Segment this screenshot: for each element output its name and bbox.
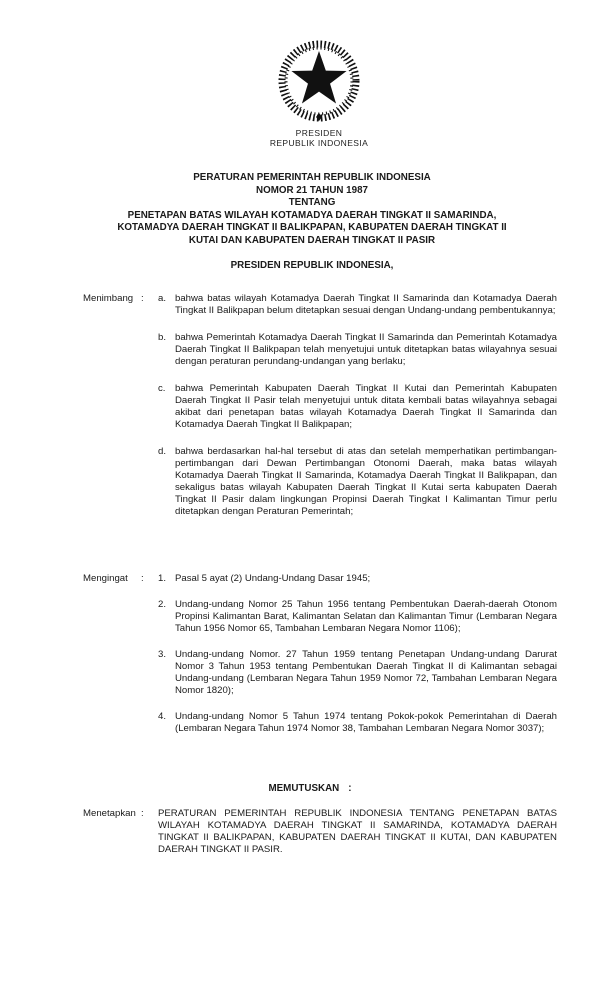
title-line-6: KUTAI DAN KABUPATEN DAERAH TINGKAT II PASIR: [188, 234, 436, 246]
letterhead-presiden: PRESIDEN: [295, 128, 343, 138]
list-item: [158, 293, 557, 317]
title-line-3: TENTANG: [288, 197, 336, 208]
title-line-4: PENETAPAN BATAS WILAYAH KOTAMADYA DAERAH TINGKAT II SAMARINDA,: [127, 209, 497, 221]
item-marker: a.: [158, 293, 167, 304]
item-marker: 1.: [158, 573, 167, 584]
item-text: Pasal 5 ayat (2) Undang-Undang Dasar 1945;: [175, 573, 371, 584]
mengingat-items: [158, 573, 557, 735]
item-marker: 2.: [158, 599, 167, 610]
item-marker: c.: [158, 383, 166, 394]
section-colon: :: [141, 573, 144, 584]
item-text: bahwa batas wilayah Kotamadya Daerah Tingkat II Samarinda dan Kotamadya Daerah Tingkat II Balikpapan belum ditetapkan sesuai dengan Undang-undang pembentukannya;: [175, 293, 557, 316]
letterhead-republik: REPUBLIK INDONESIA: [269, 138, 369, 148]
section-label: Mengingat: [83, 573, 128, 584]
menimbang-items: [158, 293, 557, 518]
title-line-5: KOTAMADYA DAERAH TINGKAT II BALIKPAPAN, KABUPATEN DAERAH TINGKAT II: [117, 222, 507, 233]
star-icon: [291, 51, 346, 103]
star-wreath-icon: [276, 38, 362, 124]
item-marker: d.: [158, 446, 167, 457]
section-menetapkan: [83, 808, 557, 856]
memutuskan-colon: :: [348, 783, 352, 794]
document-title: [6, 172, 612, 247]
list-item: [158, 649, 557, 697]
list-item: [158, 332, 557, 368]
section-mengingat: [83, 573, 557, 735]
item-text: bahwa Pemerintah Kabupaten Daerah Tingkat II Kutai dan Pemerintah Kabupaten Daerah Tingkat II Pasir telah menyetujui untuk ditata kembali batas wilayahnya sebagai akibat dari penetapan batas wilayah Kotamadya Daerah Tingkat II Samarinda dan Kotamadya Daerah Tingkat II Balikpapan;: [175, 383, 557, 430]
item-marker: b.: [158, 332, 167, 343]
menetapkan-text: PERATURAN PEMERINTAH REPUBLIK INDONESIA TENTANG PENETAPAN BATAS WILAYAH KOTAMADYA DAERAH TINGKAT II SAMARINDA, KOTAMADYA DAERAH TINGKAT II BALIKPAPAN, KABUPATEN DAERAH TINGKAT II KUTAI, DAN KABUPATEN DAERAH TINGKAT II PASIR.: [158, 808, 557, 855]
item-text: Undang-undang Nomor 25 Tahun 1956 tentang Pembentukan Daerah-daerah Otonom Propinsi Kalimantan Barat, Kalimantan Selatan dan Kalimantan Timur (Lembaran Negara Tahun 1956 Nomor 65, Tambahan Lembaran Negara Nomor 1106);: [175, 599, 557, 634]
section-label: Menetapkan: [83, 808, 136, 819]
section-colon: :: [141, 293, 144, 304]
list-item: [158, 711, 557, 735]
list-item: [158, 446, 557, 518]
item-text: Undang-undang Nomor. 27 Tahun 1959 tentang Penetapan Undang-undang Darurat Nomor 3 Tahun 1953 tentang Pembentukan Daerah Tingkat II di Kalimantan sebagai Undang-undang (Lembaran Negara Tahun 1959 Nomor 72, Tambahan Lembaran Negara Nomor 1820);: [175, 649, 557, 696]
letterhead: [13, 128, 612, 148]
list-item: [158, 573, 557, 585]
item-marker: 3.: [158, 649, 167, 660]
title-line-2: NOMOR 21 TAHUN 1987: [256, 184, 368, 196]
section-label: Menimbang: [83, 293, 134, 304]
memutuskan-text: MEMUTUSKAN: [268, 783, 340, 794]
salutation: PRESIDEN REPUBLIK INDONESIA,: [230, 260, 394, 271]
item-text: Undang-undang Nomor 5 Tahun 1974 tentang Pokok-pokok Pemerintahan di Daerah (Lembaran Negara Tahun 1974 Nomor 38, Tambahan Lembaran Negara Nomor 3037);: [175, 711, 557, 734]
list-item: [158, 383, 557, 431]
item-text: bahwa Pemerintah Kotamadya Daerah Tingkat II Samarinda dan Pemerintah Kotamadya Daerah Tingkat II Balikpapan telah menyetujui untuk ditetapkan batas wilayahnya sesuai dengan peraturan perundang-undangan yang berlaku;: [175, 332, 557, 367]
section-menimbang: [83, 293, 557, 518]
item-text: bahwa berdasarkan hal-hal tersebut di atas dan setelah memperhatikan pertimbangan-pertimbangan dari Dewan Pertimbangan Otonomi Daerah, maka batas wilayah Kotamadya Daerah Tingkat II Samarinda, Kotamadya Daerah Tingkat II Balikpapan, dan sekaligus batas wilayah Kabupaten Daerah Tingkat II Kutai serta kabupaten Daerah Tingkat II Pasir dalam lingkungan Propinsi Daerah Tingkat I Kalimantan Timur perlu ditetapkan dengan Peraturan Pemerintah;: [175, 446, 557, 517]
section-colon: :: [141, 808, 144, 819]
memutuskan-heading: [4, 783, 612, 794]
item-marker: 4.: [158, 711, 167, 722]
presidential-emblem: [276, 38, 362, 124]
title-line-1: PERATURAN PEMERINTAH REPUBLIK INDONESIA: [193, 172, 431, 183]
list-item: [158, 599, 557, 635]
